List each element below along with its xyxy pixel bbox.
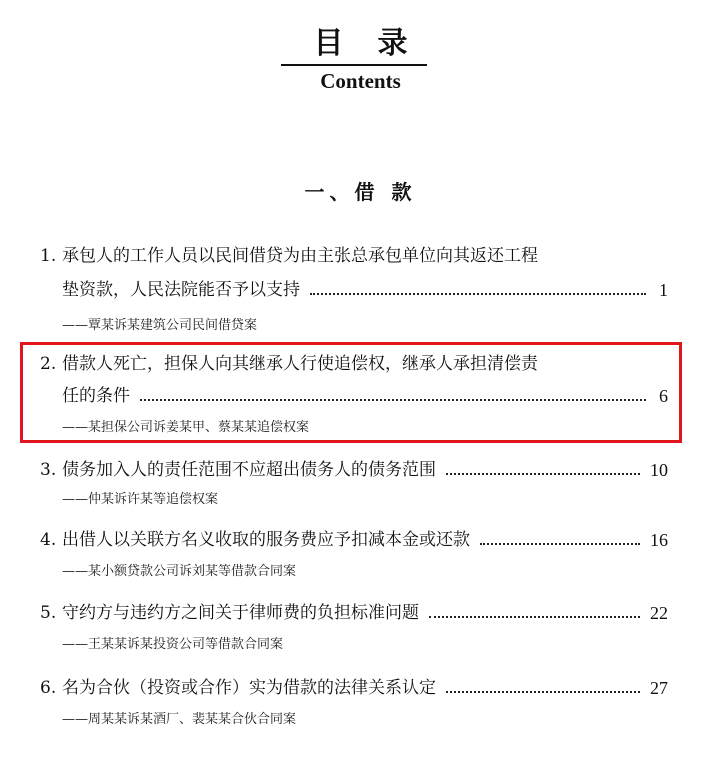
entry-number: 5. bbox=[40, 603, 57, 623]
dot-leader bbox=[429, 616, 640, 618]
title-divider bbox=[281, 64, 427, 66]
case-name: ——周某某诉某酒厂、裴某某合伙合同案 bbox=[62, 712, 297, 727]
dot-leader bbox=[446, 691, 640, 693]
entry-number: 1. bbox=[40, 246, 57, 266]
case-name: ——某担保公司诉姜某甲、蔡某某追偿权案 bbox=[62, 420, 310, 435]
entry-title-line bbox=[40, 241, 668, 271]
dot-leader bbox=[480, 543, 640, 545]
entry-title-line bbox=[40, 455, 668, 485]
page-number: 6 bbox=[659, 386, 668, 406]
entry-number: 3. bbox=[40, 460, 57, 480]
dot-leader bbox=[310, 293, 646, 295]
page-number: 1 bbox=[659, 280, 668, 300]
entry-number: 6. bbox=[40, 678, 57, 698]
case-name: ——仲某诉许某等追偿权案 bbox=[62, 492, 219, 507]
page-number: 27 bbox=[650, 678, 668, 698]
toc-entry-4[interactable] bbox=[40, 525, 668, 585]
case-name: ——王某某诉某投资公司等借款合同案 bbox=[62, 637, 284, 652]
entry-title-line bbox=[40, 598, 668, 628]
dot-leader bbox=[446, 473, 640, 475]
page-number: 16 bbox=[650, 530, 668, 550]
entry-title: 承包人的工作人员以民间借贷为由主张总承包单位向其返还工程 bbox=[62, 246, 538, 266]
entry-number: 4. bbox=[40, 530, 57, 550]
case-name: ——某小额贷款公司诉刘某等借款合同案 bbox=[62, 564, 297, 579]
entry-title-line bbox=[40, 525, 668, 555]
page-number: 10 bbox=[650, 460, 668, 480]
toc-entry-1[interactable] bbox=[40, 241, 668, 339]
entry-title: 借款人死亡，担保人向其继承人行使追偿权，继承人承担清偿责 bbox=[62, 354, 538, 374]
highlight-box bbox=[20, 342, 682, 443]
entry-title: 名为合伙（投资或合作）实为借款的法律关系认定 bbox=[62, 678, 436, 698]
entry-title-line-2 bbox=[40, 275, 668, 305]
entry-title-continued: 垫资款，人民法院能否予以支持 bbox=[62, 280, 300, 300]
toc-title-english: Contents bbox=[320, 69, 401, 93]
toc-entry-6[interactable] bbox=[40, 673, 668, 733]
entry-title: 出借人以关联方名义收取的服务费应予扣减本金或还款 bbox=[62, 530, 470, 550]
toc-title-chinese: 目录 bbox=[313, 26, 442, 61]
section-heading: 一、借 款 bbox=[304, 180, 417, 204]
case-name: ——覃某诉某建筑公司民间借贷案 bbox=[62, 318, 258, 333]
entry-number: 2. bbox=[40, 354, 57, 374]
entry-title-line bbox=[40, 673, 668, 703]
entry-title: 债务加入人的责任范围不应超出债务人的债务范围 bbox=[62, 460, 436, 480]
toc-entry-3[interactable] bbox=[40, 455, 668, 513]
page-number: 22 bbox=[650, 603, 668, 623]
toc-entry-5[interactable] bbox=[40, 598, 668, 658]
entry-title-continued: 任的条件 bbox=[62, 386, 130, 406]
entry-title: 守约方与违约方之间关于律师费的负担标准问题 bbox=[62, 603, 419, 623]
